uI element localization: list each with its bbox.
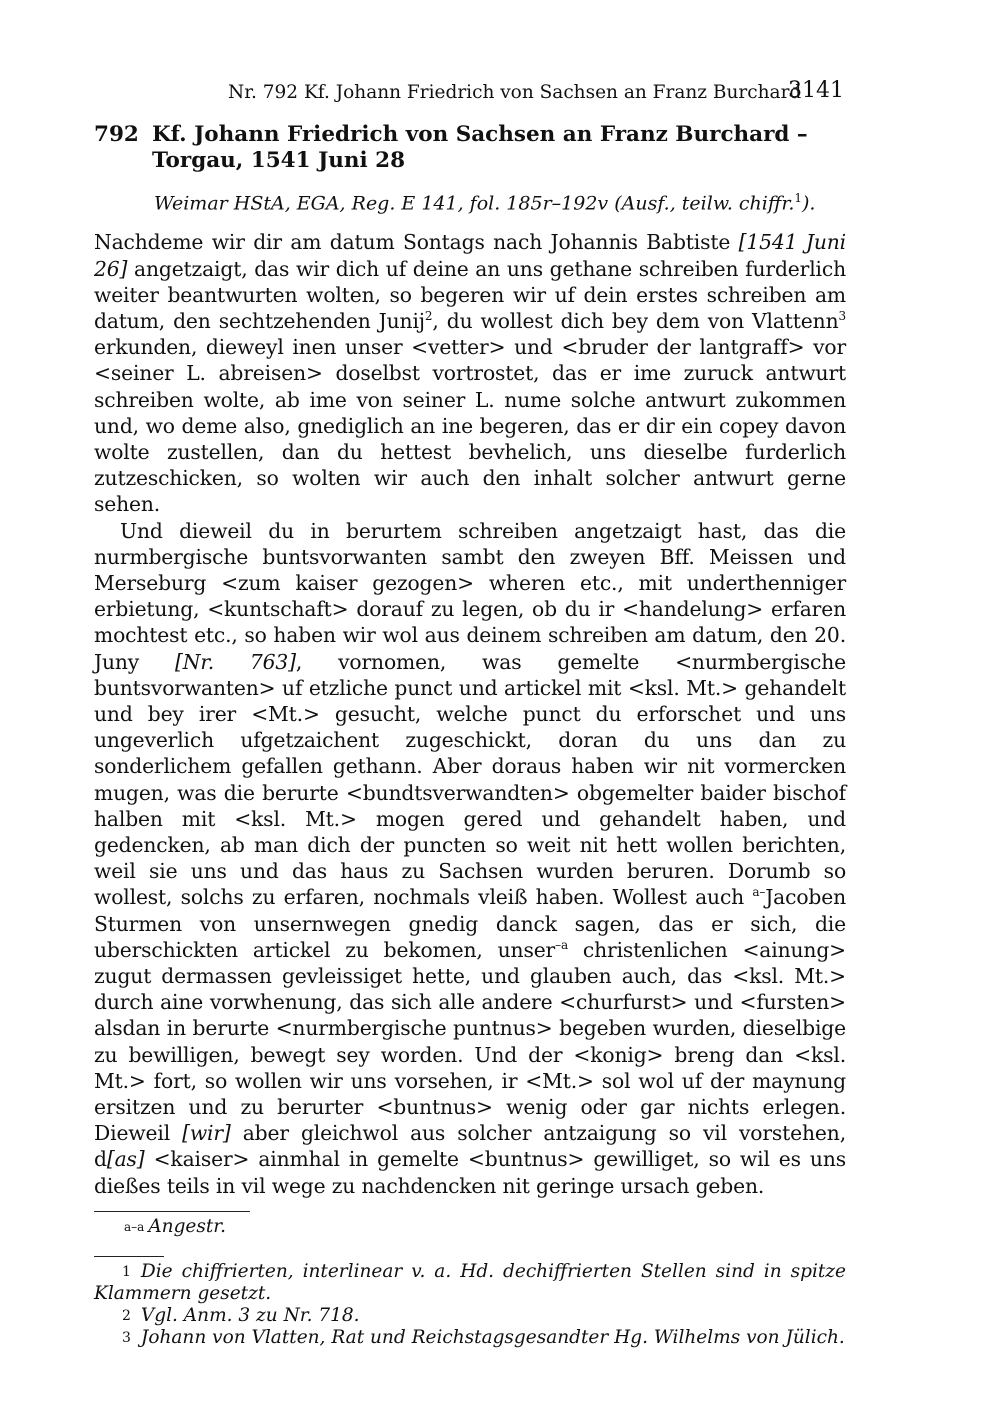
document-title: Kf. Johann Friedrich von Sachsen an Franz Burchard – Torgau, 1541 Juni 28 — [152, 122, 808, 173]
footnote-1 — [94, 1261, 846, 1305]
footnote-ref[interactable]: 3 — [838, 309, 846, 324]
running-head — [94, 78, 846, 108]
footnote-2 — [94, 1305, 846, 1327]
footnote-number: 3 — [122, 1329, 131, 1346]
footnotes — [94, 1261, 846, 1349]
text-run: christenlichen <ainung> zugut dermassen gevleissiget hette, und glauben auch, das <ksl. Mt.> durch aine vorwhenung, das sich alle andere <churfurst> und <fursten> alsdan in berurte <nurmbergische puntnus> begeben wurden, dieselbige zu bewilligen, bewegt sey worden. Und der <konig> breng dan <ksl. Mt.> fort, so wollen wir uns vorsehen, ir <Mt.> sol wol uf der maynung ersitzen und zu berurter <buntnus> wenig oder gar nichts erlegen. Dieweil — [94, 937, 846, 1146]
apparatus-marker: a– — [752, 885, 766, 900]
text-run: <kaiser> ainmhal in gemelte <buntnus> gewilliget, so wil es uns dießes teils in vil wege zu nachdencken nit geringe ursach geben. — [94, 1147, 846, 1198]
text-run: , vornomen, was gemelte <nurmbergische buntsvorwanten> uf etzliche punct und artickel mit <ksl. Mt.> gehandelt und bey irer <Mt.> gesucht, welche punct du erforschet und uns ungeverlich ufgetzaichent zugeschickt, doran du uns dan zu sonderlichem gefallen gethann. Aber doraus haben wir nit vormercken mugen, was die berurte <bundtsverwandten> obgemelter baider bischof halben mit <ksl. Mt.> mogen gered und gehandelt haben, und gedencken, ab man dich der puncten so weit nit hett wollen berichten, weil sie uns und das haus zu Sachsen wurden beruren. Dorumb so wollest, solchs zu erfaren, nochmals vleiß haben. Wollest auch — [94, 649, 846, 910]
text-run: Jacoben Sturmen von unsernwegen gnedig danck sagen, das er sich, die uberschickten artickel zu bekomen, unser — [94, 885, 846, 962]
text-run: aber gleichwol aus solcher antzaigung so vil vorstehen, d — [94, 1121, 846, 1172]
apparatus-note-marker: a–a — [124, 1219, 145, 1234]
text-run: , du wollest dich bey dem von Vlattenn — [432, 308, 839, 333]
footnote-number: 2 — [122, 1307, 131, 1324]
footnote-ref[interactable]: 1 — [794, 191, 802, 205]
editorial-insertion: [as] — [106, 1147, 145, 1172]
apparatus-divider — [94, 1211, 250, 1212]
document-number: 792 — [94, 122, 139, 147]
footnote-ref[interactable]: 2 — [424, 309, 433, 324]
page — [94, 78, 846, 1349]
running-head-title: Nr. 792 Kf. Johann Friedrich von Sachsen an Franz Burchard — [228, 82, 802, 103]
page-number: 3141 — [788, 78, 844, 103]
paragraph-2 — [94, 518, 846, 1199]
footnote-divider — [94, 1256, 164, 1257]
text-run: angetzaigt, das wir dich uf deine an uns gethane schreiben furderlich weiter beantwurten wolten, so begeren wir uf dein erstes schreiben am datum, den sechtzehenden Junij — [94, 256, 846, 333]
editorial-reference: [Nr. 763] — [175, 649, 296, 674]
source-text-end: ). — [802, 192, 816, 215]
source-text: Weimar HStA, EGA, Reg. E 141, fol. 185r–192v (Ausf., teilw. chiffr. — [154, 192, 795, 215]
apparatus-note-text: Angestr. — [148, 1215, 226, 1237]
footnote-text: Johann von Vlatten, Rat und Reichstagsgesandter Hg. Wilhelms von Jülich. — [140, 1326, 845, 1348]
paragraph-1 — [94, 229, 846, 517]
footnote-text: Die chiffrierten, interlinear v. a. Hd. dechiffrierten Stellen sind in spitze Klammern gesetzt. — [94, 1260, 846, 1304]
footnote-number: 1 — [122, 1263, 131, 1280]
footnote-3 — [94, 1327, 846, 1349]
text-run: Und dieweil du in berurtem schreiben angetzaigt hast, das die nurmbergische buntsvorwanten sambt den zweyen Bff. Meissen und Merseburg <zum kaiser gezogen> wheren etc., mit underthenniger erbietung, <kuntschaft> dorauf zu legen, ob du ir <handelung> erfaren mochtest etc., so haben wir wol aus deinem schreiben am datum, den 20. Juny — [94, 518, 846, 674]
text-run: erkunden, dieweyl inen unser <vetter> und <bruder der lantgraff> vor <seiner L. abreisen> doselbst vortrostet, das er ime zuruck antwurt schreiben wolte, ab ime von seiner L. nume solche antwurt zukommen und, wo deme also, gnediglich an ine begeren, das er dir ein copey davon wolte zustellen, dan du hettest bevhelich, uns dieselbe furderlich zutzeschicken, so wolten wir auch den inhalt solcher antwurt gerne sehen. — [94, 335, 846, 517]
apparatus-note — [124, 1216, 846, 1238]
document-body — [94, 229, 846, 1199]
editorial-date: [1541 Juni 26] — [94, 230, 846, 281]
text-run: Nachdeme wir dir am datum Sontags nach Johannis Babtiste — [94, 230, 739, 255]
source-citation — [154, 186, 846, 215]
apparatus-marker: –a — [555, 938, 568, 953]
editorial-insertion: [wir] — [182, 1121, 231, 1146]
footnote-text: Vgl. Anm. 3 zu Nr. 718. — [140, 1304, 360, 1326]
document-heading — [94, 122, 846, 174]
